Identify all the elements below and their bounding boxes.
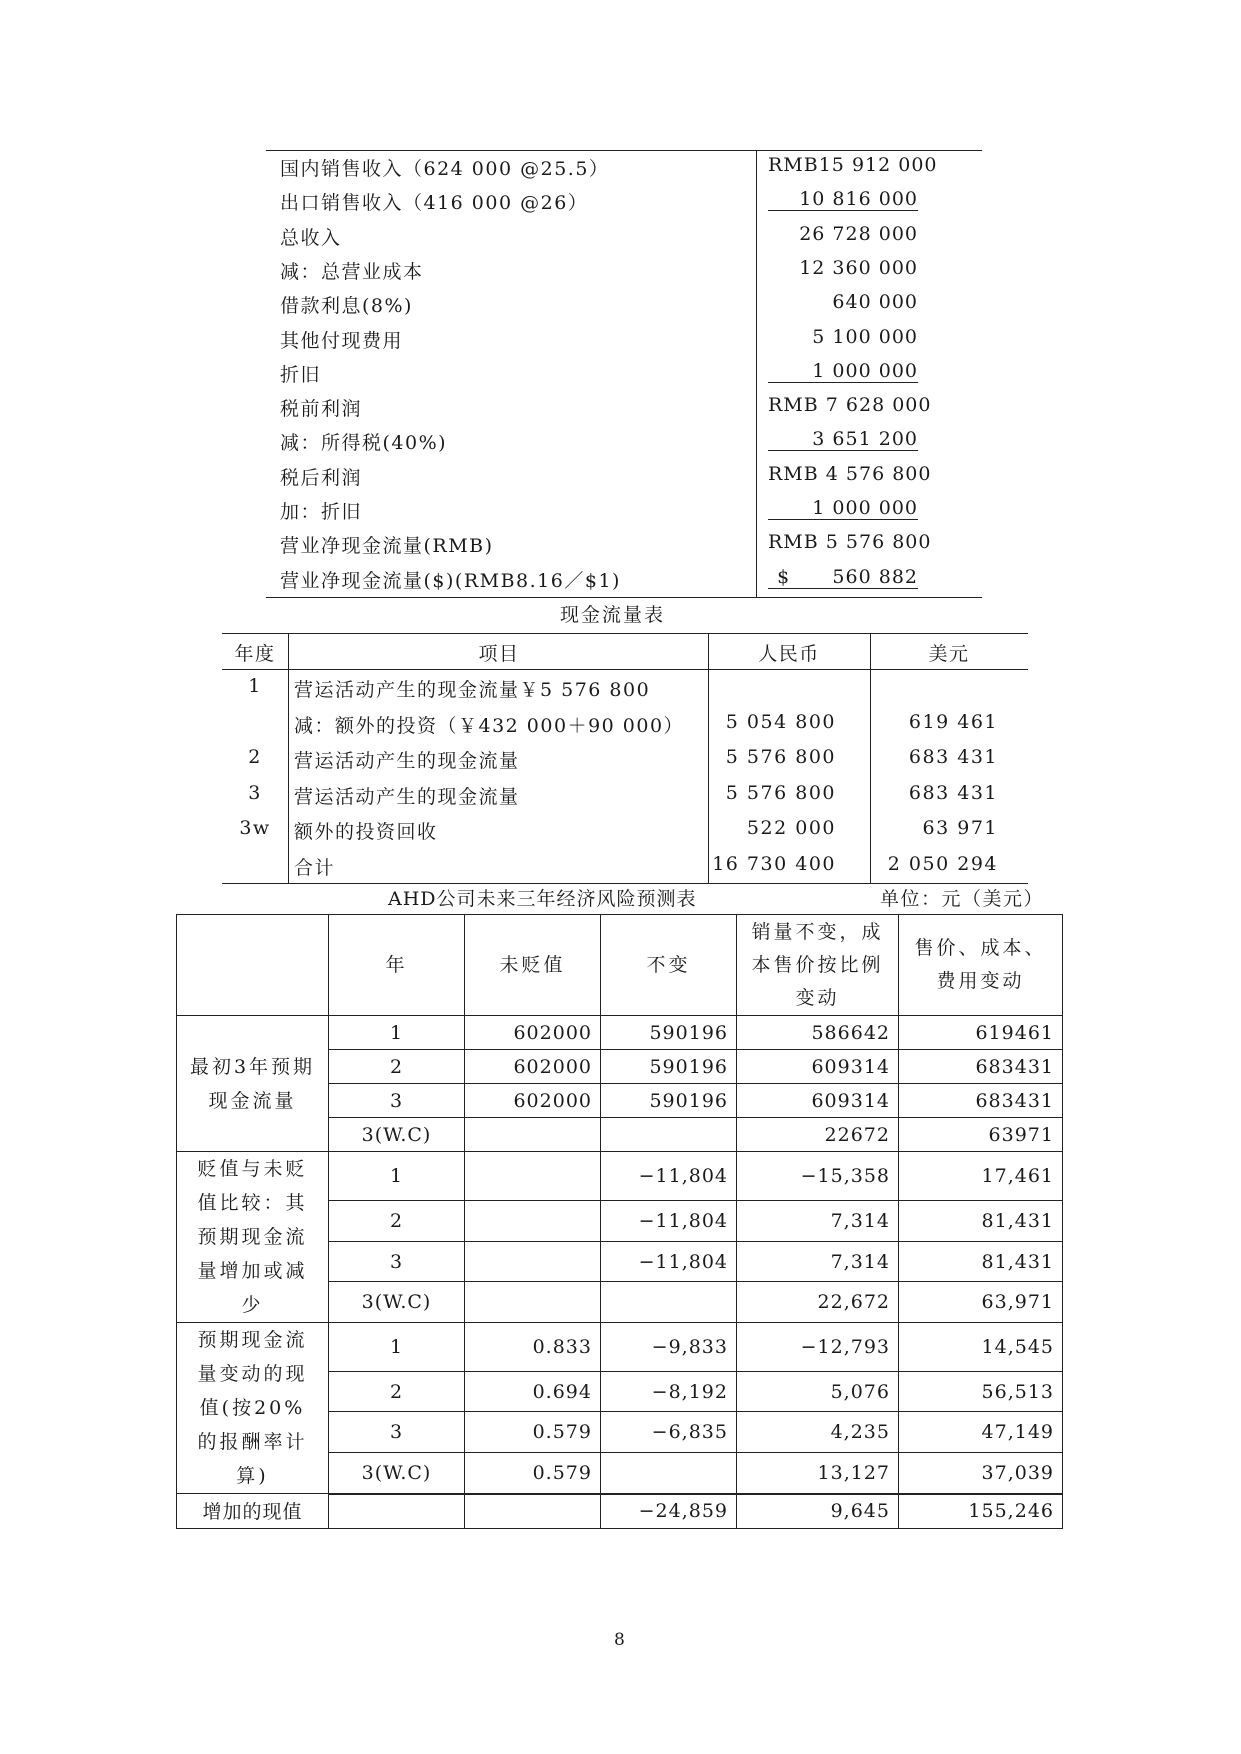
income-row-value: RMB15 912 000 <box>768 154 938 176</box>
cash-flow-item: 营运活动产生的现金流量￥5 576 800 <box>294 679 651 701</box>
risk-value-cell: 590196 <box>601 1016 737 1050</box>
income-row-value: 10 816 000 <box>768 188 918 211</box>
income-row <box>266 358 982 392</box>
risk-total-cell <box>329 1494 465 1529</box>
risk-value-cell <box>465 1152 601 1201</box>
risk-value-cell: 14,545 <box>899 1323 1063 1372</box>
risk-forecast-table <box>176 914 1063 1529</box>
risk-value-cell: 619461 <box>899 1016 1063 1050</box>
income-row-value: 12 360 000 <box>799 256 918 279</box>
income-row-label: 其他付现费用 <box>280 329 404 352</box>
cash-flow-year: 2 <box>248 746 262 768</box>
income-row-label: 营业净现金流量(RMB) <box>280 535 494 558</box>
risk-value-cell: 683431 <box>899 1084 1063 1118</box>
income-row-value: 5 100 000 <box>812 325 918 348</box>
risk-value-cell <box>601 1282 737 1323</box>
risk-value-cell <box>465 1282 601 1323</box>
risk-year-cell: 3(W.C) <box>329 1452 465 1493</box>
cash-flow-rmb: 5 054 800 <box>725 710 836 733</box>
risk-data-row <box>177 1323 1063 1372</box>
income-row-label: 减：所得税(40%) <box>280 432 448 455</box>
risk-value-cell: 22672 <box>737 1118 899 1152</box>
income-row-label: 总收入 <box>280 226 342 249</box>
risk-value-cell: 590196 <box>601 1050 737 1084</box>
risk-value-cell: 609314 <box>737 1050 899 1084</box>
income-row-label: 减：总营业成本 <box>280 260 424 283</box>
cash-flow-usd: 683 431 <box>908 746 998 768</box>
risk-data-row <box>177 1152 1063 1201</box>
cash-flow-header: 项目 <box>478 643 520 665</box>
risk-value-cell <box>601 1452 737 1493</box>
cash-flow-year: 3w <box>239 817 271 839</box>
risk-value-cell: 609314 <box>737 1084 899 1118</box>
risk-value-cell: 81,431 <box>899 1241 1063 1282</box>
income-row <box>266 152 982 186</box>
risk-header-cell: 销量不变，成本售价按比例变动 <box>737 915 899 1016</box>
risk-value-cell: −12,793 <box>737 1323 899 1372</box>
risk-year-cell: 1 <box>329 1323 465 1372</box>
income-row-label: 营业净现金流量($)(RMB8.16／$1) <box>280 569 621 592</box>
income-row-value: $ 560 882 <box>768 566 918 589</box>
risk-value-cell: 81,431 <box>899 1201 1063 1242</box>
risk-value-cell: 0.833 <box>465 1323 601 1372</box>
risk-total-label: 增加的现值 <box>177 1494 329 1529</box>
income-row <box>266 426 982 460</box>
risk-value-cell: −9,833 <box>601 1323 737 1372</box>
risk-value-cell <box>465 1241 601 1282</box>
risk-value-cell: 63971 <box>899 1118 1063 1152</box>
risk-year-cell: 3(W.C) <box>329 1282 465 1323</box>
risk-value-cell: 22,672 <box>737 1282 899 1323</box>
cash-flow-rmb: 16 730 400 <box>712 852 836 875</box>
income-row-label: 借款利息(8%) <box>280 295 413 318</box>
cash-flow-item: 减：额外的投资（￥432 000＋90 000） <box>294 714 685 737</box>
risk-table-title: AHD公司未来三年经济风险预测表 <box>388 888 697 910</box>
income-row-value: RMB 4 576 800 <box>768 462 932 485</box>
risk-value-cell: 13,127 <box>737 1452 899 1493</box>
income-row <box>266 221 982 255</box>
risk-total-row <box>177 1494 1063 1529</box>
risk-value-cell: 0.579 <box>465 1452 601 1493</box>
cash-flow-rmb: 5 576 800 <box>725 746 836 768</box>
cash-flow-header: 美元 <box>928 643 970 665</box>
risk-total-cell: 9,645 <box>737 1494 899 1529</box>
risk-value-cell <box>465 1118 601 1152</box>
cash-flow-usd: 63 971 <box>922 817 998 839</box>
income-row-label: 税后利润 <box>280 466 363 489</box>
risk-year-cell: 1 <box>329 1152 465 1201</box>
cash-flow-usd: 683 431 <box>908 781 998 804</box>
cash-flow-usd: 619 461 <box>908 710 998 733</box>
income-row-label: 折旧 <box>280 363 322 386</box>
cash-flow-usd: 2 050 294 <box>887 852 998 875</box>
column-divider <box>288 633 289 883</box>
table-bottom-rule <box>266 597 982 598</box>
risk-value-cell: 602000 <box>465 1084 601 1118</box>
income-row-label: 加：折旧 <box>280 501 363 523</box>
risk-table-unit: 单位：元（美元） <box>880 888 1045 910</box>
cash-flow-item: 额外的投资回收 <box>294 821 438 843</box>
risk-header-cell: 不变 <box>601 915 737 1016</box>
cash-flow-header: 年度 <box>234 643 276 665</box>
income-row-value: 3 651 200 <box>768 428 918 451</box>
risk-value-cell: −11,804 <box>601 1241 737 1282</box>
risk-value-cell: 0.694 <box>465 1371 601 1412</box>
risk-value-cell: 56,513 <box>899 1371 1063 1412</box>
risk-header-cell: 售价、成本、费用变动 <box>899 915 1063 1016</box>
income-row-value: RMB 5 576 800 <box>768 531 932 554</box>
risk-value-cell: 4,235 <box>737 1412 899 1453</box>
risk-header-row <box>177 915 1063 1016</box>
risk-year-cell: 2 <box>329 1050 465 1084</box>
income-row <box>266 186 982 220</box>
risk-value-cell: 586642 <box>737 1016 899 1050</box>
risk-value-cell: −11,804 <box>601 1152 737 1201</box>
risk-year-cell: 2 <box>329 1201 465 1242</box>
income-row-value: 1 000 000 <box>768 360 918 383</box>
income-row <box>266 255 982 289</box>
risk-value-cell: −15,358 <box>737 1152 899 1201</box>
cash-flow-header: 人民币 <box>758 643 820 665</box>
income-row-value: 640 000 <box>832 291 918 314</box>
income-row-value: 1 000 000 <box>768 497 918 520</box>
risk-total-cell: 155,246 <box>899 1494 1063 1529</box>
risk-year-cell: 2 <box>329 1371 465 1412</box>
table-top-rule <box>222 633 1028 634</box>
risk-value-cell: 590196 <box>601 1084 737 1118</box>
risk-value-cell: −11,804 <box>601 1201 737 1242</box>
income-row <box>266 461 982 495</box>
risk-data-row <box>177 1016 1063 1050</box>
income-row <box>266 564 982 598</box>
risk-header-cell <box>177 915 329 1016</box>
cash-flow-table-title: 现金流量表 <box>560 604 666 626</box>
cash-flow-table <box>222 633 1028 883</box>
cash-flow-item: 营运活动产生的现金流量 <box>294 750 520 772</box>
income-row-label: 出口销售收入（416 000 @26） <box>280 192 589 215</box>
cash-flow-year: 3 <box>248 781 262 804</box>
risk-value-cell: 7,314 <box>737 1241 899 1282</box>
risk-total-cell <box>465 1494 601 1529</box>
risk-group-label: 贬值与未贬值比较：其预期现金流量增加或减少 <box>177 1152 329 1323</box>
income-row-value: RMB 7 628 000 <box>768 394 932 417</box>
risk-value-cell: 602000 <box>465 1050 601 1084</box>
risk-value-cell <box>465 1201 601 1242</box>
table-top-rule <box>266 150 982 151</box>
risk-year-cell: 3 <box>329 1241 465 1282</box>
risk-value-cell: 7,314 <box>737 1201 899 1242</box>
cash-flow-rmb: 522 000 <box>746 817 836 839</box>
cash-flow-item: 营运活动产生的现金流量 <box>294 785 520 808</box>
income-row <box>266 495 982 529</box>
risk-header-cell: 年 <box>329 915 465 1016</box>
risk-value-cell: 0.579 <box>465 1412 601 1453</box>
risk-value-cell: 5,076 <box>737 1371 899 1412</box>
risk-value-cell: 17,461 <box>899 1152 1063 1201</box>
risk-value-cell <box>601 1118 737 1152</box>
cash-flow-item: 合计 <box>294 856 336 879</box>
income-row-label: 税前利润 <box>280 398 363 421</box>
risk-group-label: 最初3年预期现金流量 <box>177 1016 329 1152</box>
risk-value-cell: 63,971 <box>899 1282 1063 1323</box>
income-row <box>266 392 982 426</box>
risk-value-cell: −8,192 <box>601 1371 737 1412</box>
risk-group-label: 预期现金流量变动的现值(按20%的报酬率计算) <box>177 1323 329 1494</box>
income-row <box>266 529 982 563</box>
risk-value-cell: 37,039 <box>899 1452 1063 1493</box>
risk-year-cell: 1 <box>329 1016 465 1050</box>
risk-year-cell: 3 <box>329 1084 465 1118</box>
risk-header-cell: 未贬值 <box>465 915 601 1016</box>
cash-flow-year: 1 <box>248 675 262 697</box>
risk-total-cell: −24,859 <box>601 1494 737 1529</box>
cash-flow-rmb: 5 576 800 <box>725 781 836 804</box>
risk-value-cell: −6,835 <box>601 1412 737 1453</box>
income-row <box>266 289 982 323</box>
header-rule <box>222 669 1028 670</box>
income-row-value: 26 728 000 <box>799 222 918 245</box>
risk-year-cell: 3(W.C) <box>329 1118 465 1152</box>
risk-value-cell: 602000 <box>465 1016 601 1050</box>
risk-year-cell: 3 <box>329 1412 465 1453</box>
page-number: 8 <box>614 1630 625 1650</box>
income-row <box>266 324 982 358</box>
risk-value-cell: 683431 <box>899 1050 1063 1084</box>
risk-value-cell: 47,149 <box>899 1412 1063 1453</box>
income-row-label: 国内销售收入（624 000 @25.5） <box>280 158 610 180</box>
